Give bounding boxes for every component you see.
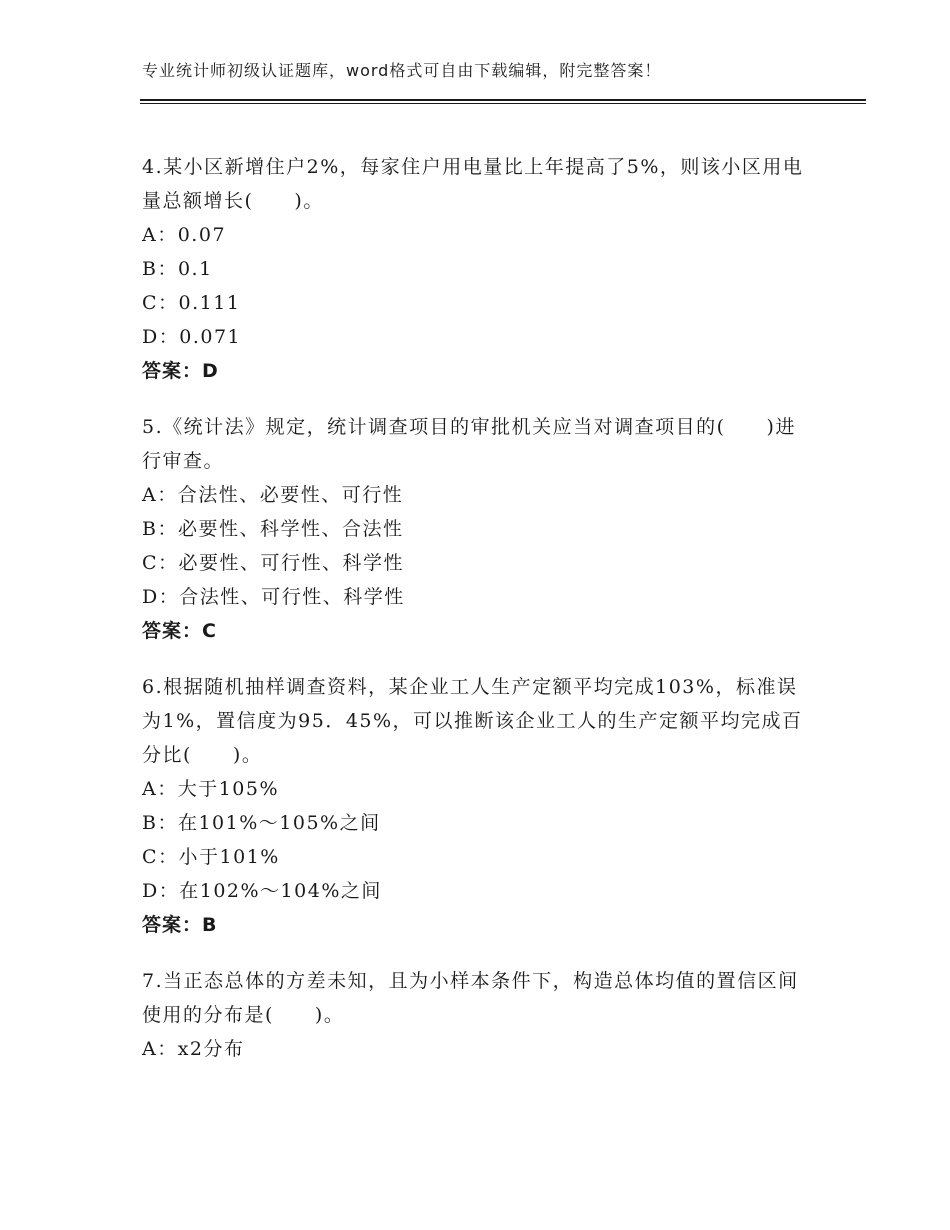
header-rule-thin	[140, 103, 866, 104]
option-d: D：0.071	[142, 326, 242, 348]
option-a: A：x2分布	[142, 1038, 245, 1060]
question-text: 5.《统计法》规定，统计调查项目的审批机关应当对调查项目的( )进行审查。	[142, 416, 796, 472]
option-c: C：小于101%	[142, 846, 280, 868]
question-4	[142, 150, 812, 388]
option-b: B：0.1	[142, 258, 213, 280]
option-b: B：必要性、科学性、合法性	[142, 518, 404, 540]
question-7	[142, 964, 812, 1066]
answer: 答案：B	[142, 914, 218, 936]
question-5	[142, 410, 812, 648]
question-text: 6.根据随机抽样调查资料，某企业工人生产定额平均完成103%，标准误为1%，置信度为95．45%，可以推断该企业工人的生产定额平均完成百分比( )。	[142, 676, 803, 766]
option-c: C：必要性、可行性、科学性	[142, 552, 405, 574]
option-d: D：在102%～104%之间	[142, 880, 382, 902]
header-rule-thick	[140, 99, 866, 101]
question-list	[142, 150, 812, 1088]
answer: 答案：D	[142, 360, 219, 382]
option-c: C：0.111	[142, 292, 241, 314]
question-text: 7.当正态总体的方差未知，且为小样本条件下，构造总体均值的置信区间使用的分布是( )。	[142, 970, 799, 1026]
option-a: A：0.07	[142, 224, 227, 246]
page-header: 专业统计师初级认证题库，word格式可自由下载编辑，附完整答案！	[142, 61, 662, 80]
question-6	[142, 670, 812, 942]
option-d: D：合法性、可行性、科学性	[142, 586, 405, 608]
option-a: A：大于105%	[142, 778, 280, 800]
option-a: A：合法性、必要性、可行性	[142, 484, 404, 506]
option-b: B：在101%～105%之间	[142, 812, 381, 834]
question-text: 4.某小区新增住户2%，每家住户用电量比上年提高了5%，则该小区用电量总额增长( )。	[142, 156, 804, 212]
answer: 答案：C	[142, 620, 217, 642]
